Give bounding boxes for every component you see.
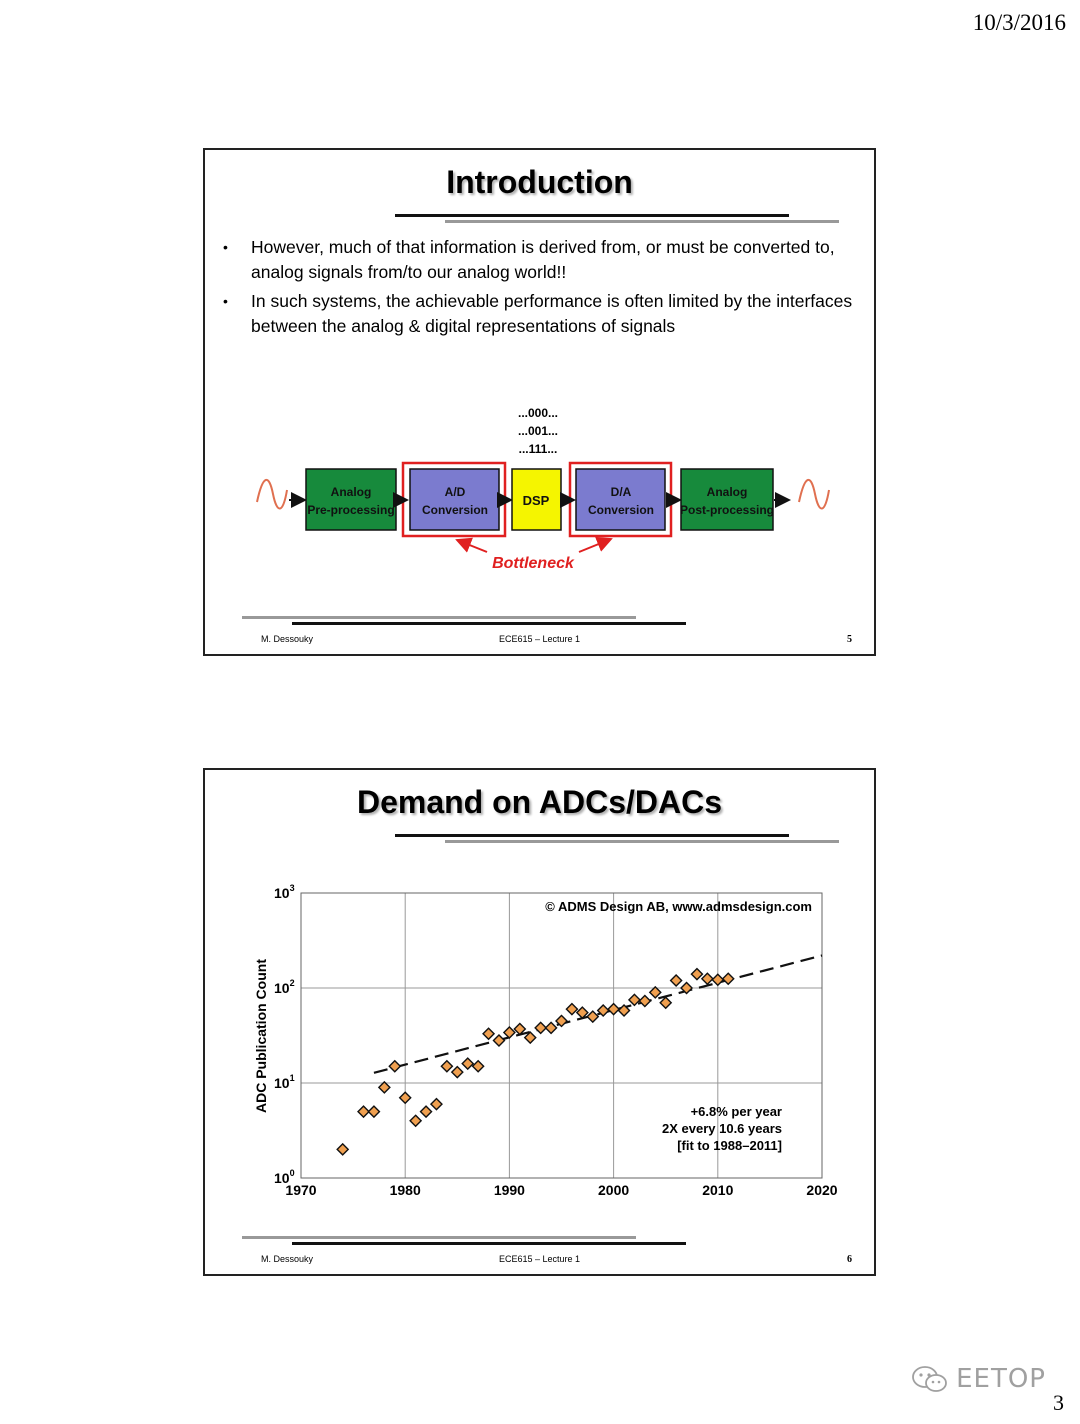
annotation-line-1: +6.8% per year (690, 1104, 782, 1119)
data-point (587, 1011, 598, 1022)
x-tick-label: 2000 (598, 1182, 630, 1198)
data-point (483, 1028, 494, 1039)
block-label-line2: Pre-processing (307, 503, 395, 517)
data-point (712, 974, 723, 985)
footer-rule-light (242, 1236, 636, 1239)
footer-slide-number: 6 (847, 1254, 852, 1265)
footer-rule-light (242, 616, 636, 619)
ad-conversion-block (410, 469, 499, 530)
digital-code-1: ...000... (517, 406, 559, 420)
annotation-line-2: 2X every 10.6 years (662, 1121, 782, 1136)
slide-title: Introduction (446, 164, 633, 200)
y-tick-label: $10^2$ (274, 978, 295, 996)
footer-rule-dark (292, 622, 686, 625)
signal-chain-diagram (205, 150, 874, 654)
y-tick-labels (274, 883, 295, 1186)
analog-postprocessing-block (681, 469, 773, 530)
x-tick-label: 1990 (493, 1182, 525, 1198)
footer-course: ECE615 – Lecture 1 (499, 634, 581, 644)
slide-introduction (203, 148, 876, 656)
data-point (566, 1004, 577, 1015)
da-conversion-block (576, 469, 665, 530)
fit-line (374, 955, 822, 1072)
data-point (493, 1035, 504, 1046)
data-point (639, 995, 650, 1006)
bullet-icon: • (223, 239, 228, 255)
data-point (691, 969, 702, 980)
x-tick-label: 2010 (702, 1182, 734, 1198)
bottleneck-arrow-right (579, 539, 611, 552)
output-sine-icon (799, 480, 829, 509)
wechat-logo-icon (910, 1364, 950, 1394)
slide-title: Demand on ADCs/DACs (356, 784, 723, 820)
data-point (400, 1092, 411, 1103)
data-point (504, 1027, 515, 1038)
data-point (431, 1099, 442, 1110)
block-label-line1: D/A (610, 485, 632, 499)
footer-slide-number: 5 (847, 634, 852, 645)
footer-author: M. Dessouky (261, 634, 314, 644)
data-point (410, 1115, 421, 1126)
data-point (462, 1058, 473, 1069)
block-label-line1: A/D (444, 485, 466, 499)
bullet-text: However, much of that information is derived from, or must be converted to, analog signals from/to our analog world!! (251, 237, 835, 282)
block-label-line1: DSP (522, 493, 550, 508)
data-point (473, 1061, 484, 1072)
data-point (608, 1004, 619, 1015)
digital-code-2: ...001... (517, 424, 559, 438)
x-tick-label: 1970 (285, 1182, 317, 1198)
bullet-text: In such systems, the achievable performance is often limited by the interfaces between the analog & digital representations of signals (251, 291, 853, 336)
footer-rule-dark (292, 1242, 686, 1245)
digital-code-3: ...111... (518, 442, 558, 456)
y-axis-label: ADC Publication Count (253, 959, 269, 1113)
y-tick-label: $10^1$ (274, 1073, 295, 1091)
x-tick-label: 1980 (389, 1182, 421, 1198)
data-point (358, 1106, 369, 1117)
data-point (452, 1067, 463, 1078)
analog-preprocessing-block (306, 469, 396, 530)
data-point (389, 1061, 400, 1072)
page-number: 3 (1053, 1390, 1064, 1415)
bullet-icon: • (223, 293, 228, 309)
data-point (421, 1106, 432, 1117)
data-point (660, 997, 671, 1008)
data-point (723, 973, 734, 984)
data-point (702, 973, 713, 984)
slide-demand-adc-dac (203, 768, 876, 1276)
watermark (910, 1364, 1046, 1394)
block-label-line2: Conversion (421, 503, 489, 517)
block-label-line1: Analog (706, 485, 748, 499)
data-point (368, 1106, 379, 1117)
block-label-line1: Analog (330, 485, 372, 499)
adc-publication-chart (205, 770, 874, 1274)
block-label-line2: Conversion (587, 503, 655, 517)
y-tick-label: $10^0$ (274, 1168, 295, 1186)
input-sine-icon (257, 480, 287, 509)
footer-author: M. Dessouky (261, 1254, 314, 1264)
data-point (535, 1022, 546, 1033)
page-date: 10/3/2016 (972, 10, 1066, 35)
bottleneck-label: Bottleneck (492, 555, 574, 572)
x-tick-label: 2020 (806, 1182, 838, 1198)
data-point (441, 1061, 452, 1072)
data-point (337, 1144, 348, 1155)
bottleneck-arrow-left (457, 540, 487, 552)
footer-course: ECE615 – Lecture 1 (499, 1254, 581, 1264)
data-point (671, 975, 682, 986)
y-tick-label: $10^3$ (274, 883, 295, 901)
x-tick-labels (285, 1182, 837, 1198)
block-label-line2: Post-processing (679, 503, 775, 517)
data-point (546, 1022, 557, 1033)
copyright-note: © ADMS Design AB, www.admsdesign.com (545, 899, 812, 914)
annotation-line-3: [fit to 1988–2011] (677, 1138, 782, 1153)
watermark-text: EETOP (956, 1364, 1046, 1394)
